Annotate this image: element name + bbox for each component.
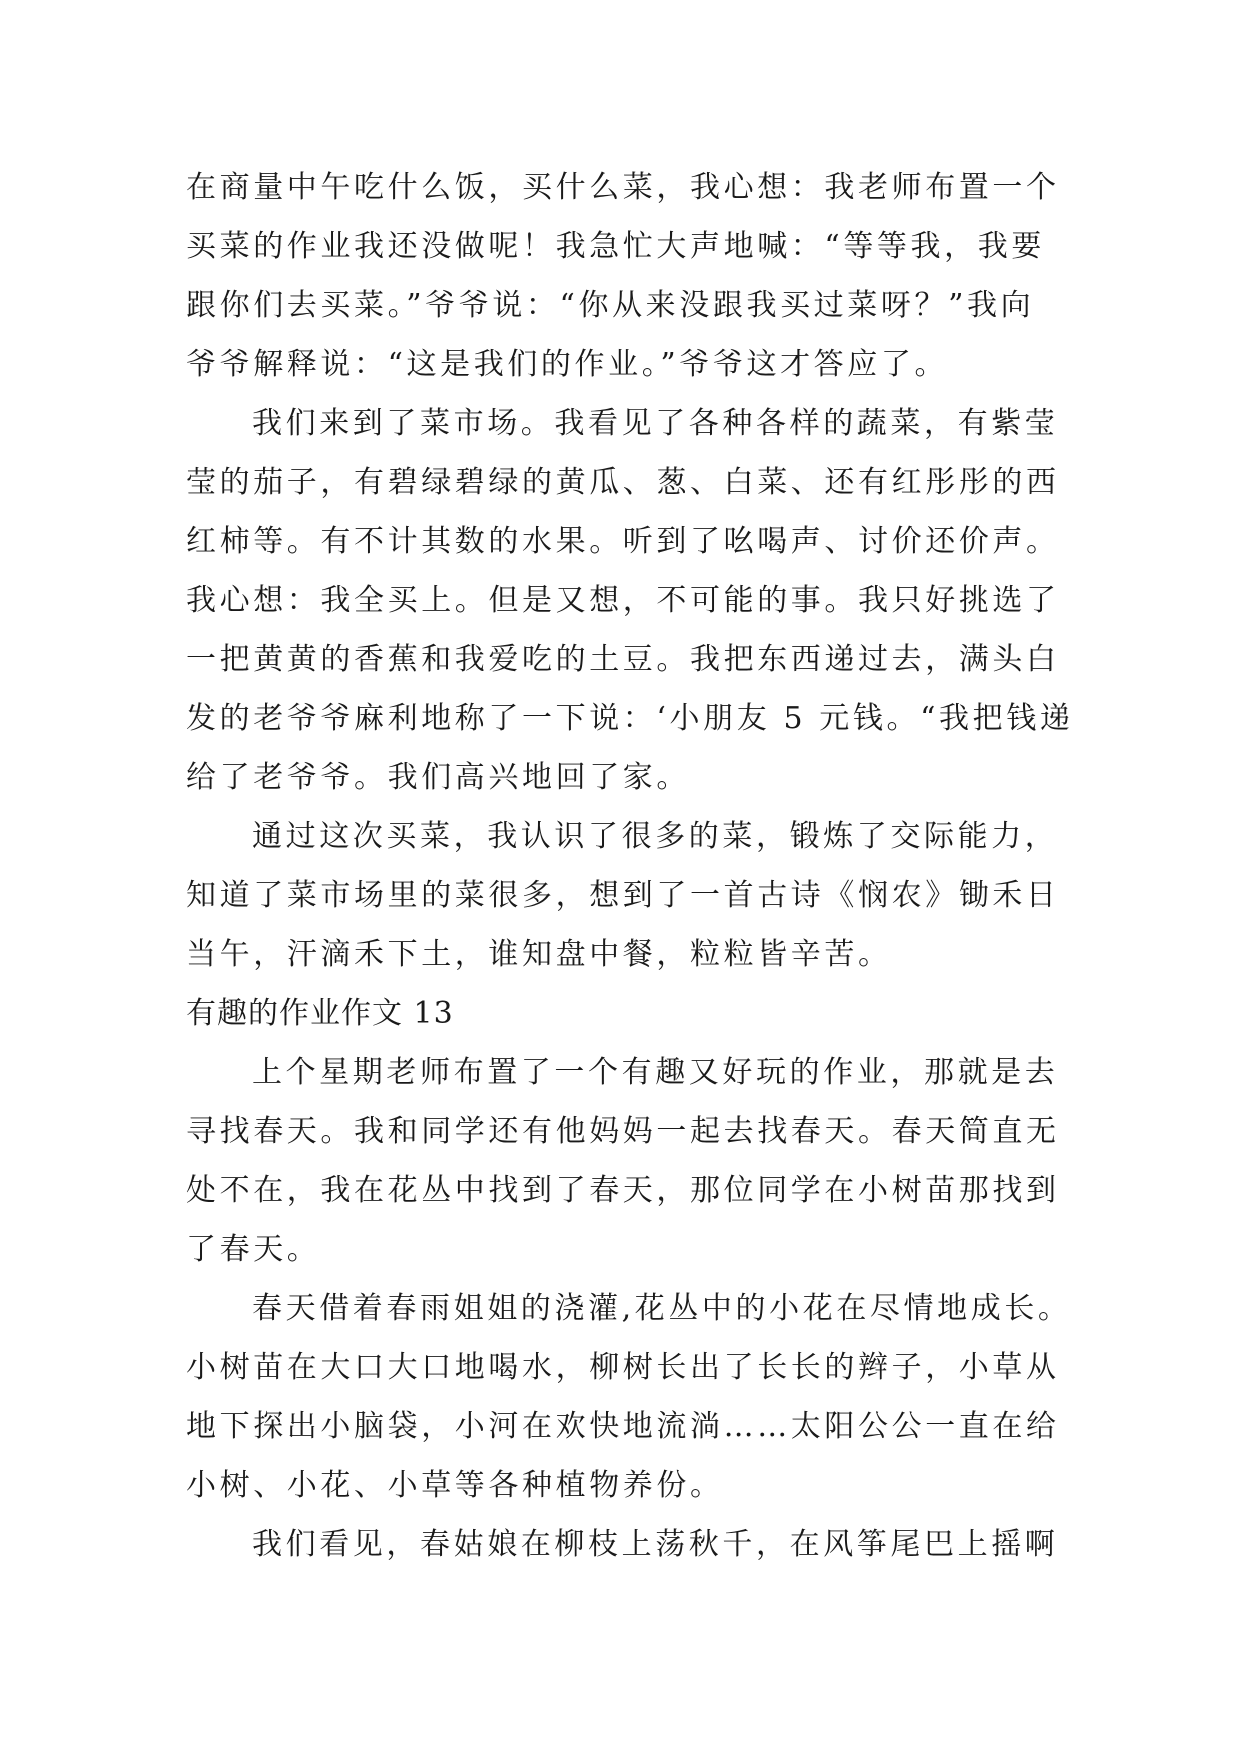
section-title: 有趣的作业作文 13 [186, 996, 454, 1031]
text-line: 小树苗在大口大口地喝水，柳树长出了长长的辫子，小草从 [186, 1350, 1060, 1385]
text-line: 上个星期老师布置了一个有趣又好玩的作业，那就是去 [252, 1055, 1059, 1090]
text-line: 处不在，我在花丛中找到了春天，那位同学在小树苗那找到 [186, 1173, 1060, 1208]
text-line: 寻找春天。我和同学还有他妈妈一起去找春天。春天简直无 [186, 1114, 1060, 1149]
text-line: 给了老爷爷。我们高兴地回了家。 [186, 760, 690, 795]
text-line: 我们看见，春姑娘在柳枝上荡秋千，在风筝尾巴上摇啊 [252, 1527, 1059, 1562]
text-line: 我们来到了菜市场。我看见了各种各样的蔬菜，有紫莹 [252, 406, 1059, 441]
text-line: 莹的茄子，有碧绿碧绿的黄瓜、葱、白菜、还有红彤彤的西 [186, 465, 1060, 500]
text-line: 爷爷解释说：“这是我们的作业。”爷爷这才答应了。 [186, 347, 949, 382]
text-line: 在商量中午吃什么饭，买什么菜，我心想：我老师布置一个 [186, 170, 1060, 205]
text-line: 买菜的作业我还没做呢！我急忙大声地喊：“等等我，我要 [186, 229, 1045, 264]
text-line: 跟你们去买菜。”爷爷说：“你从来没跟我买过菜呀？”我向 [186, 288, 1035, 323]
text-line: 小树、小花、小草等各种植物养份。 [186, 1468, 724, 1503]
text-line: 我心想：我全买上。但是又想，不可能的事。我只好挑选了 [186, 583, 1060, 618]
text-line: 一把黄黄的香蕉和我爱吃的土豆。我把东西递过去，满头白 [186, 642, 1060, 677]
text-line: 知道了菜市场里的菜很多，想到了一首古诗《悯农》锄禾日 [186, 878, 1060, 913]
text-line: 地下探出小脑袋，小河在欢快地流淌……太阳公公一直在给 [186, 1409, 1060, 1444]
text-line: 了春天。 [186, 1232, 321, 1267]
text-line: 当午，汗滴禾下土，谁知盘中餐，粒粒皆辛苦。 [186, 937, 892, 972]
document-body [186, 158, 1074, 1574]
text-line: 红柿等。有不计其数的水果。听到了吆喝声、讨价还价声。 [186, 524, 1060, 559]
text-line: 通过这次买菜，我认识了很多的菜，锻炼了交际能力， [252, 819, 1059, 854]
text-line: 发的老爷爷麻利地称了一下说：‘小朋友 5 元钱。“我把钱递 [186, 701, 1074, 736]
text-line: 春天借着春雨姐姐的浇灌,花丛中的小花在尽情地成长。 [252, 1291, 1072, 1326]
